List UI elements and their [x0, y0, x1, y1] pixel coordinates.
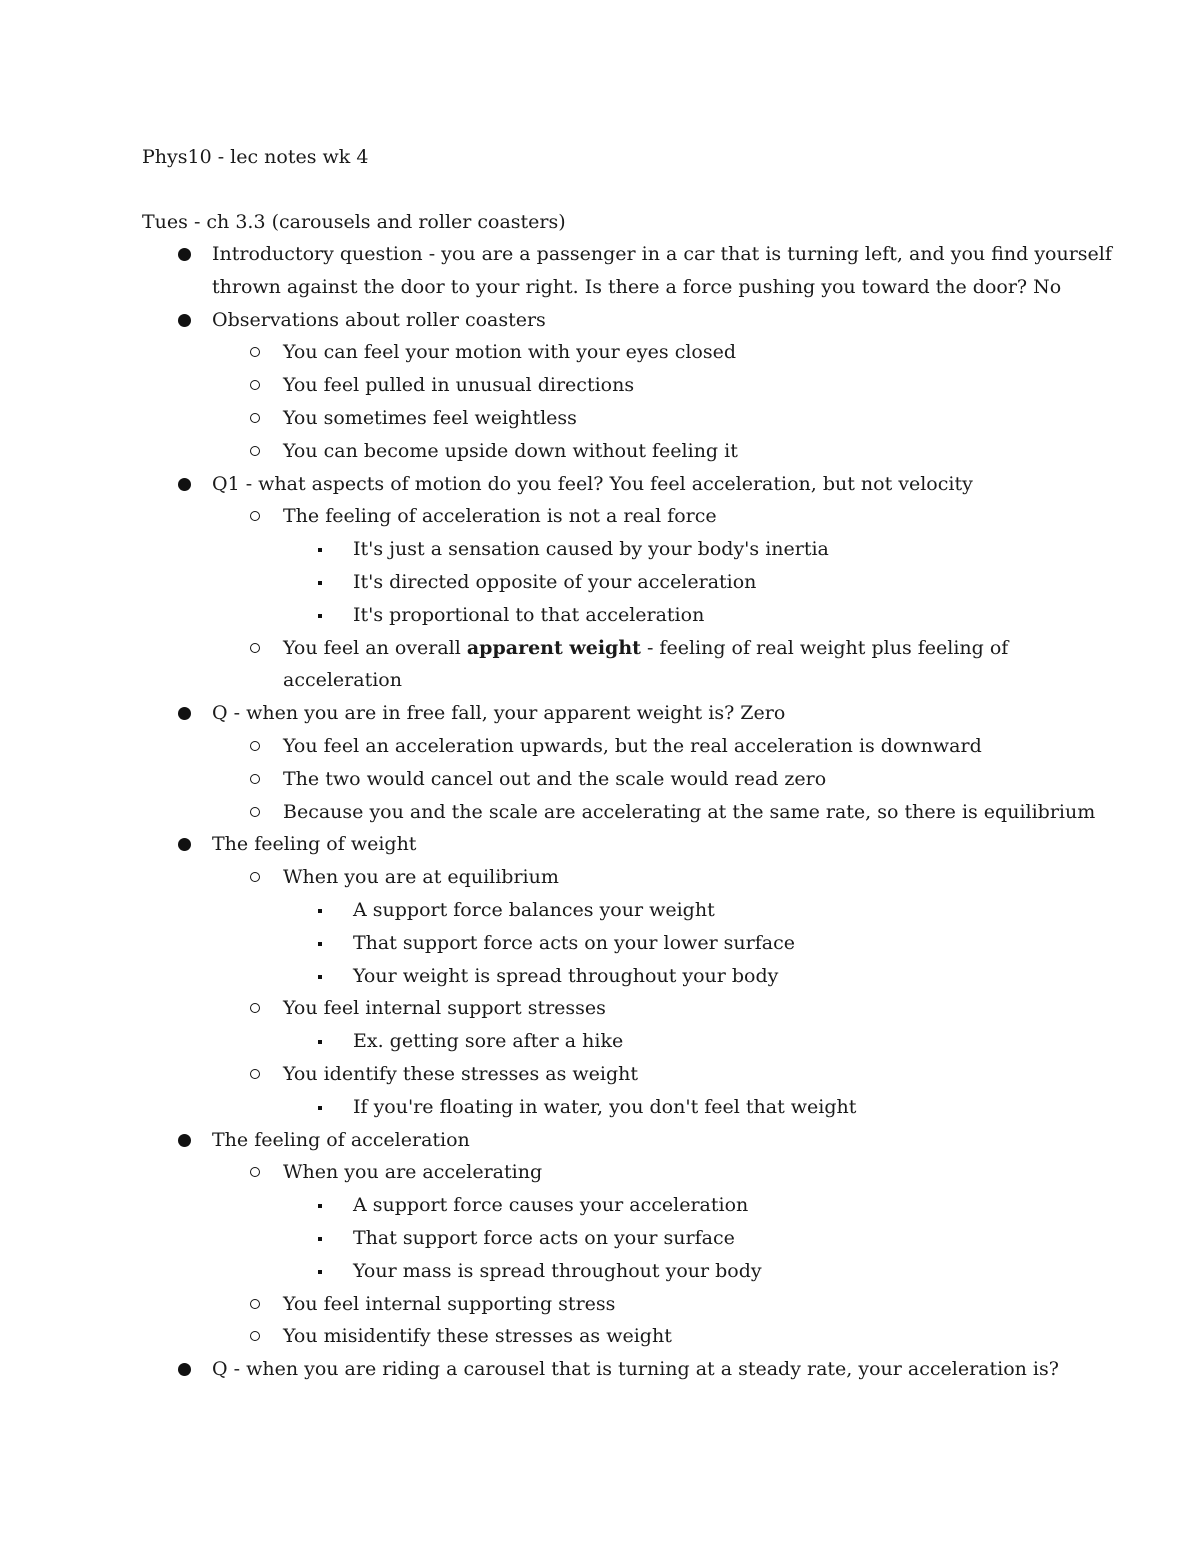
- list-item: [0, 435, 1043, 468]
- list-item: [0, 1255, 1053, 1288]
- list-item: [0, 533, 1053, 566]
- document-title: Phys10 - lec notes wk 4: [142, 146, 369, 168]
- filled-bullet-icon: [178, 478, 191, 491]
- item-text: It's proportional to that acceleration: [353, 603, 705, 626]
- hollow-bullet-icon: [250, 774, 260, 784]
- item-text: Q - when you are in free fall, your apparent weight is? Zero: [212, 702, 786, 725]
- item-text: The feeling of acceleration is not a real force: [283, 505, 717, 528]
- item-text: acceleration: [283, 669, 402, 692]
- item-text: You feel an acceleration upwards, but the real acceleration is downward: [283, 734, 982, 757]
- item-text: Q1 - what aspects of motion do you feel? You feel acceleration, but not velocity: [212, 472, 973, 495]
- list-item: [0, 1156, 1043, 1189]
- list-item: [0, 336, 1043, 369]
- list-item: [0, 763, 1043, 796]
- item-text: When you are accelerating: [283, 1161, 543, 1184]
- list-item: [0, 894, 1053, 927]
- square-bullet-icon: [318, 1204, 322, 1208]
- hollow-bullet-icon: [250, 380, 260, 390]
- filled-bullet-icon: [178, 707, 191, 720]
- list-item: [0, 500, 1043, 533]
- list-item: [0, 960, 1053, 993]
- item-text: You identify these stresses as weight: [283, 1062, 638, 1085]
- hollow-bullet-icon: [250, 347, 260, 357]
- item-text: - feeling of real weight plus feeling of: [640, 636, 1009, 659]
- item-text: You sometimes feel weightless: [283, 406, 577, 429]
- list-item: [0, 468, 1072, 501]
- item-text: Observations about roller coasters: [212, 308, 546, 331]
- square-bullet-icon: [318, 1040, 322, 1044]
- list-item-continuation: [0, 271, 1072, 304]
- item-text: You can feel your motion with your eyes closed: [283, 341, 737, 364]
- list-item: [0, 730, 1043, 763]
- hollow-bullet-icon: [250, 643, 260, 653]
- list-item: [0, 1058, 1043, 1091]
- list-item: [0, 566, 1053, 599]
- hollow-bullet-icon: [250, 511, 260, 521]
- item-text: It's directed opposite of your acceleration: [353, 570, 757, 593]
- hollow-bullet-icon: [250, 446, 260, 456]
- list-item: [0, 1025, 1053, 1058]
- item-text: The feeling of weight: [212, 833, 417, 856]
- list-item: [0, 402, 1043, 435]
- list-item-continuation: [0, 664, 1043, 697]
- item-text: If you're floating in water, you don't feel that weight: [353, 1095, 857, 1118]
- item-text: Your weight is spread throughout your body: [353, 964, 779, 987]
- list-item: [0, 238, 1112, 271]
- list-item: [0, 927, 1053, 960]
- list-item: [0, 1189, 1053, 1222]
- item-text: You feel pulled in unusual directions: [283, 374, 635, 397]
- list-item: [0, 861, 1043, 894]
- list-item: [0, 1124, 1072, 1157]
- list-item: [0, 632, 1043, 665]
- filled-bullet-icon: [178, 1134, 191, 1147]
- square-bullet-icon: [318, 614, 322, 618]
- list-item: [0, 1353, 1072, 1386]
- item-text: You can become upside down without feeling it: [283, 439, 738, 462]
- square-bullet-icon: [318, 548, 322, 552]
- item-text: thrown against the door to your right. Is there a force pushing you toward the door? No: [212, 275, 1062, 298]
- item-text: You misidentify these stresses as weight: [283, 1325, 672, 1348]
- hollow-bullet-icon: [250, 1069, 260, 1079]
- list-item: [0, 369, 1043, 402]
- square-bullet-icon: [318, 1270, 322, 1274]
- list-item: [0, 992, 1043, 1025]
- square-bullet-icon: [318, 975, 322, 979]
- hollow-bullet-icon: [250, 413, 260, 423]
- list-item: [0, 1091, 1053, 1124]
- item-text: Q - when you are riding a carousel that is turning at a steady rate, your acceleration is?: [212, 1358, 1059, 1381]
- item-text: The feeling of acceleration: [212, 1128, 470, 1151]
- hollow-bullet-icon: [250, 1167, 260, 1177]
- item-text: It's just a sensation caused by your body's inertia: [353, 538, 829, 561]
- list-item: [0, 828, 1072, 861]
- hollow-bullet-icon: [250, 807, 260, 817]
- notes-list: [0, 238, 1200, 1386]
- item-text: Ex. getting sore after a hike: [353, 1030, 624, 1053]
- item-text: A support force causes your acceleration: [353, 1194, 749, 1217]
- hollow-bullet-icon: [250, 872, 260, 882]
- hollow-bullet-icon: [250, 1331, 260, 1341]
- list-item: [0, 1222, 1053, 1255]
- filled-bullet-icon: [178, 838, 191, 851]
- list-item: [0, 599, 1053, 632]
- square-bullet-icon: [318, 909, 322, 913]
- item-text: Your mass is spread throughout your body: [353, 1259, 762, 1282]
- item-text: The two would cancel out and the scale would read zero: [283, 767, 827, 790]
- square-bullet-icon: [318, 1237, 322, 1241]
- list-item: [0, 304, 1072, 337]
- item-text: You feel internal support stresses: [283, 997, 606, 1020]
- square-bullet-icon: [318, 942, 322, 946]
- item-text: You feel an overall: [283, 636, 467, 659]
- filled-bullet-icon: [178, 314, 191, 327]
- item-text: That support force acts on your lower surface: [353, 931, 796, 954]
- list-item: [0, 1288, 1043, 1321]
- bold-term: apparent weight: [466, 636, 641, 659]
- hollow-bullet-icon: [250, 741, 260, 751]
- square-bullet-icon: [318, 581, 322, 585]
- list-item: [0, 796, 1096, 829]
- item-text: When you are at equilibrium: [283, 866, 559, 889]
- filled-bullet-icon: [178, 248, 191, 261]
- filled-bullet-icon: [178, 1363, 191, 1376]
- list-item: [0, 697, 1072, 730]
- list-item: [0, 1320, 1043, 1353]
- square-bullet-icon: [318, 1106, 322, 1110]
- item-text: Because you and the scale are accelerating at the same rate, so there is equilibrium: [283, 800, 1096, 823]
- hollow-bullet-icon: [250, 1003, 260, 1013]
- item-text: A support force balances your weight: [353, 898, 715, 921]
- item-text: That support force acts on your surface: [353, 1226, 735, 1249]
- hollow-bullet-icon: [250, 1299, 260, 1309]
- item-text: You feel internal supporting stress: [283, 1292, 616, 1315]
- item-text: Introductory question - you are a passenger in a car that is turning left, and you find yourself: [212, 243, 1112, 265]
- section-heading: Tues - ch 3.3 (carousels and roller coasters): [142, 211, 566, 233]
